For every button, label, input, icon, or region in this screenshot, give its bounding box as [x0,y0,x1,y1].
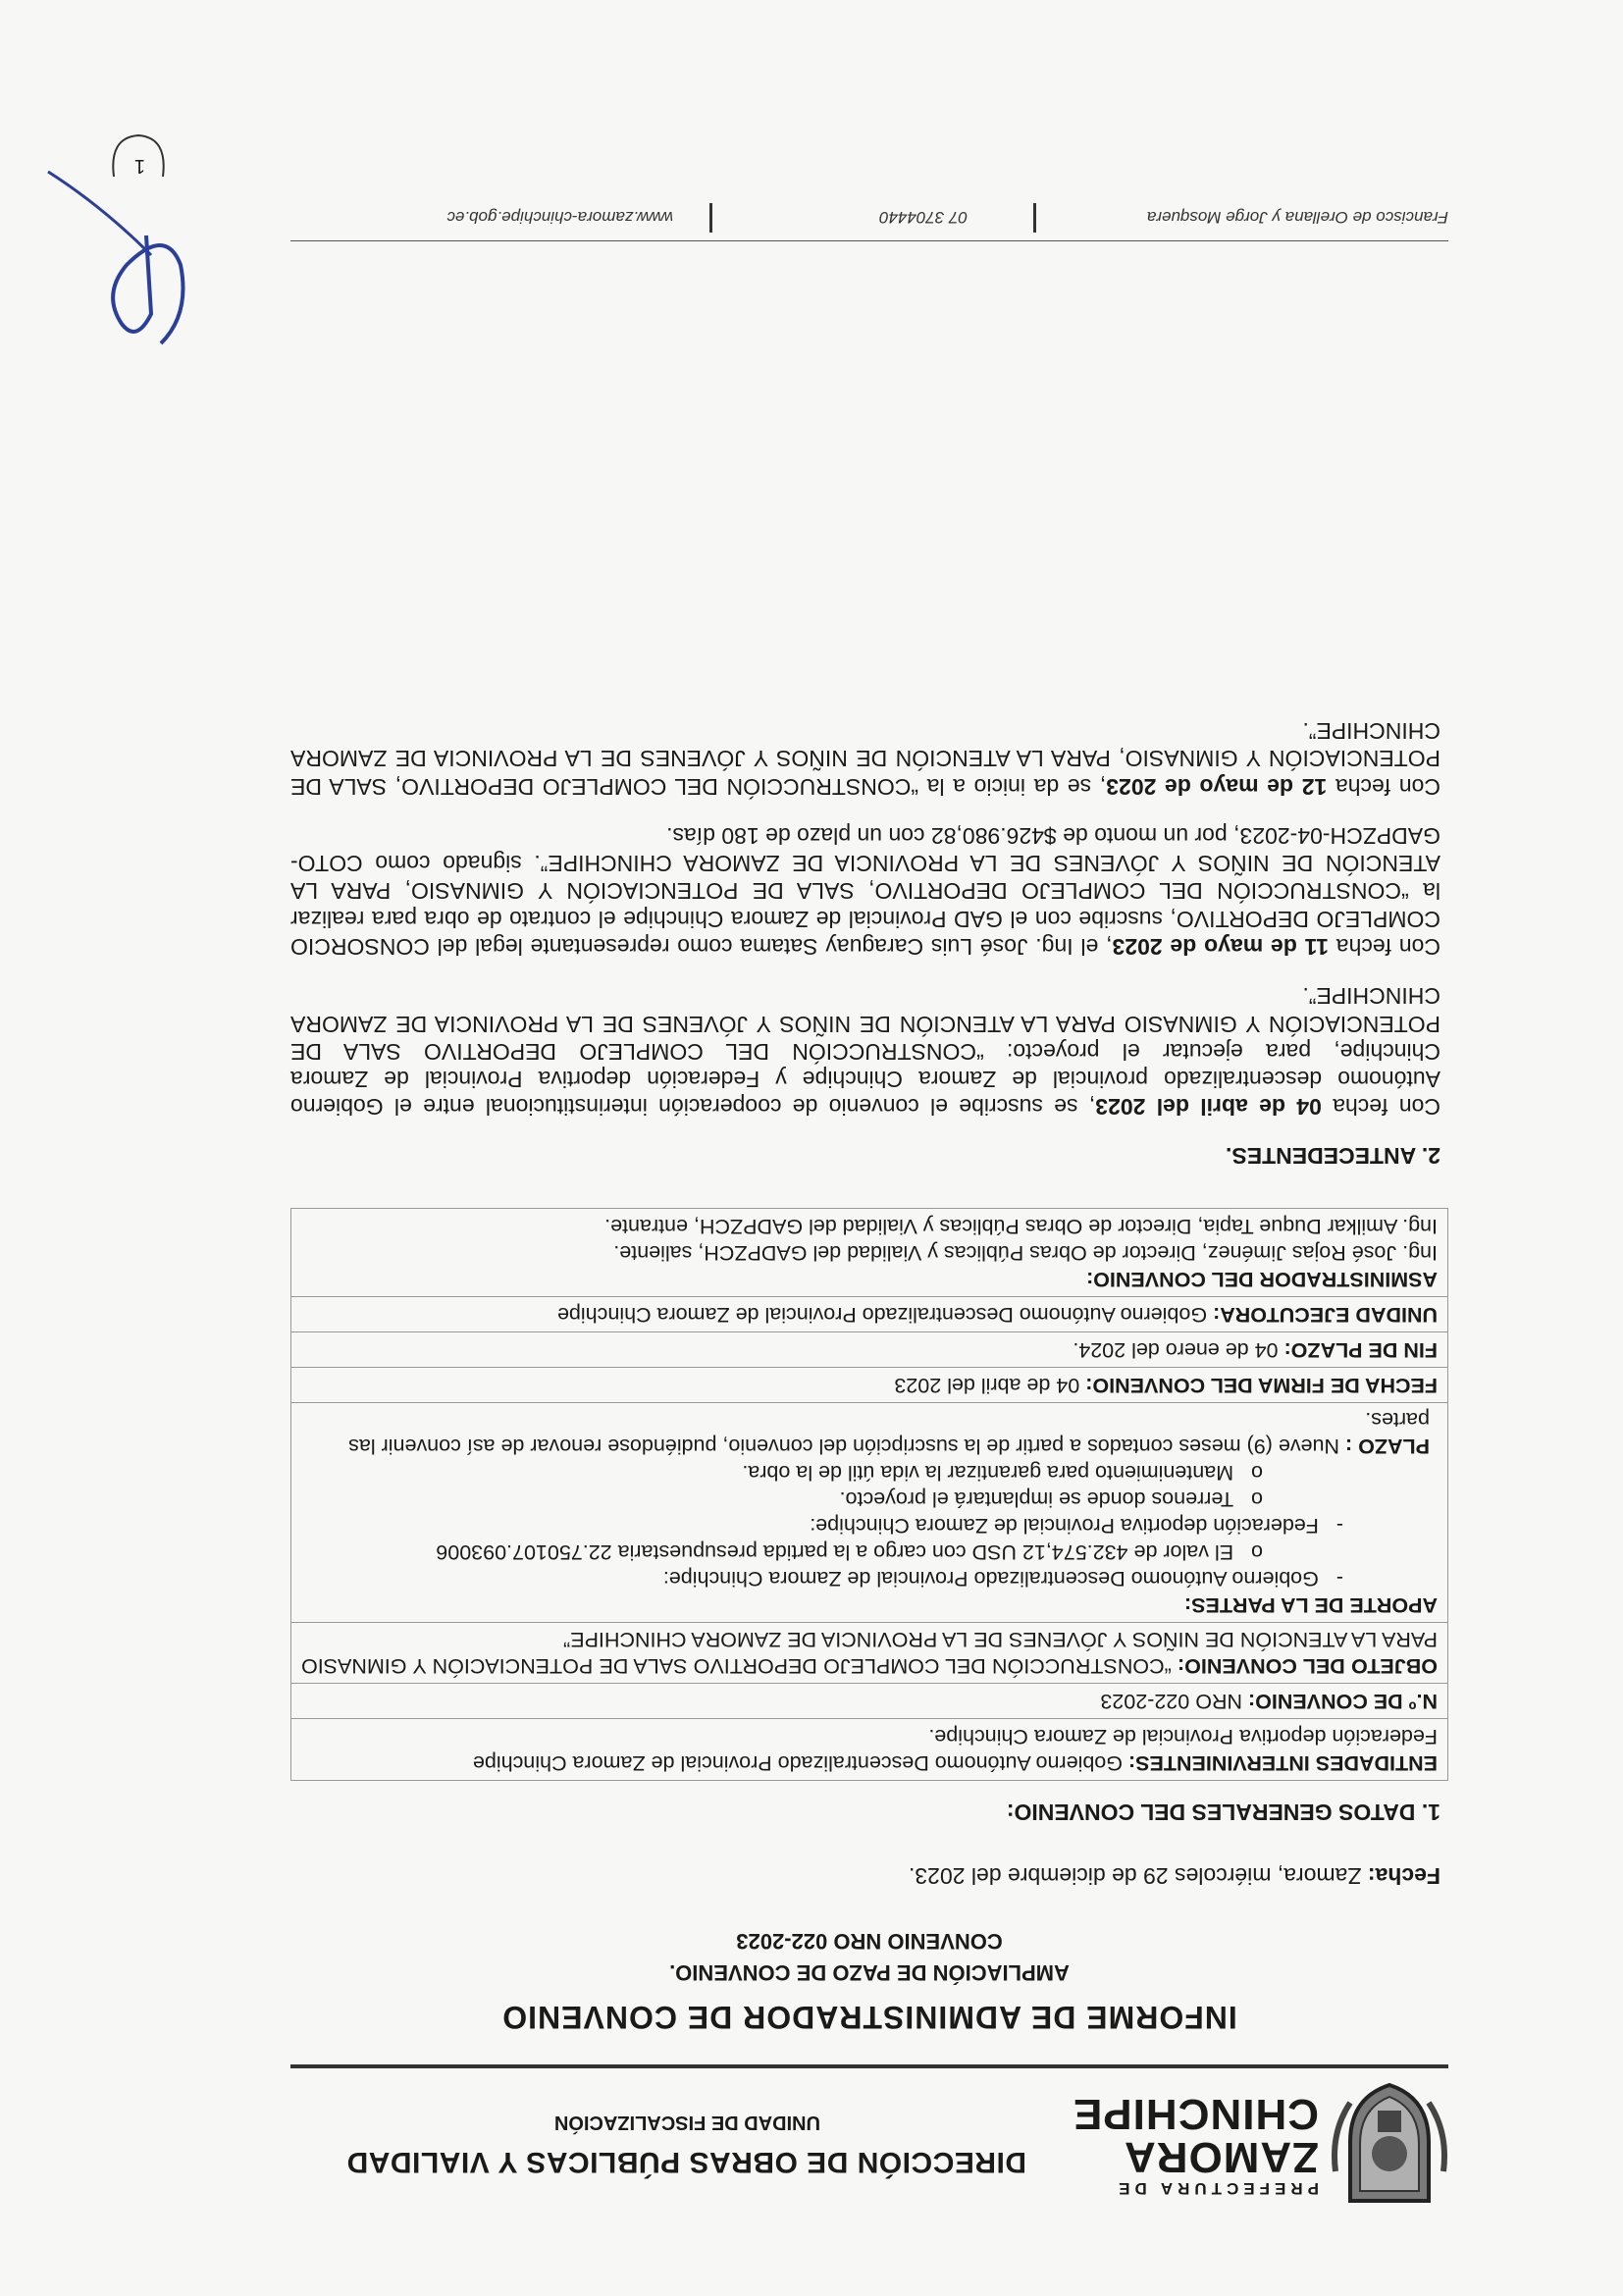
table-row [291,1684,1448,1719]
object-label: OBJETO DEL CONVENIO: [1178,1654,1438,1679]
list-item: o Terrenos donde se implantará el proyecto. [839,1487,1263,1512]
table-row [291,1331,1448,1367]
footer-divider [709,203,712,233]
list-item: o El valor de 432.574,12 USD con cargo a la partida presupuestaria 22.750107.093006 [436,1539,1263,1564]
entities-label: ENTIDADES INTERVINIENTES: [1128,1751,1438,1775]
paragraph-text: Con fecha [1321,1094,1440,1121]
footer-website: www.zamora-chinchipe.gob.ec [446,208,673,227]
entities-value: Gobierno Autónomo Descentralizado Provincial de Zamora Chinchipe [472,1751,1124,1775]
contribution-label: APORTE DE LA PARTES: [1183,1592,1438,1617]
paragraph-text: Con fecha [1327,773,1440,800]
table-row [291,1719,1448,1781]
letterhead [290,2064,1448,2216]
footer-address: Francisco de Orellana y Jorge Mosquera [1146,208,1448,227]
background-paragraph-3 [290,717,1440,801]
page-number-value: 1 [133,155,145,177]
end-date-label: FIN DE PLAZO: [1283,1337,1438,1362]
province-name [1072,2090,1319,2181]
executing-unit-value: Gobierno Autónomo Descentralizado Provincial de Zamora Chinchipe [556,1302,1208,1327]
administrator-outgoing: Ing. José Rojas Jiménez, Director de Obras Públicas y Vialidad del GADPZCH, saliente. [613,1241,1438,1266]
unit-name: UNIDAD DE FISCALIZACIÓN [553,2112,820,2133]
province-line-1: ZAMORA [1123,2133,1319,2181]
entities-value-2: Federación deportiva Provincial de Zamora Chinchipe. [928,1725,1438,1749]
background-paragraph-2 [290,822,1440,961]
agreement-number-value: NRO 022-2023 [1100,1690,1242,1714]
administrator-label: ASMINISTRADOR DEL CONVENIO: [1086,1268,1438,1291]
list-item: o Mantenimiento para garantizar la vida útil de la obra. [742,1461,1263,1486]
federation-contribution: Federación deportiva Provincial de Zamora Chinchipe: [810,1514,1319,1538]
signing-date-value: 04 de abril del 2023 [894,1373,1080,1397]
section-1-heading: 1. DATOS GENERALES DEL CONVENIO: [1006,1800,1440,1825]
footer-divider [1033,203,1036,233]
table-row [291,1622,1448,1684]
term-line [301,1407,1430,1460]
page-number [104,128,173,196]
general-data-table [290,1208,1448,1781]
province-line-2: CHINCHIPE [1072,2090,1319,2138]
paragraph-date: 04 de abril del 2023 [1095,1094,1322,1121]
table-row [291,1297,1448,1332]
report-subtitle: AMPLIACIÓN DE PAZO DE CONVENIO. [669,1960,1070,1985]
paragraph-text: , se da inicio a la “CONSTRUCCIÓN DEL COMPLEJO DEPORTIVO, SALA DE POTENCIACIÓN Y GIMNASIO, PARA LA ATENCIÓN DE NIÑOS Y JÓVENES DE LA PROVINCIA DE ZAMORA CHINCHIPE”. [290,718,1440,800]
list-item: - Gobierno Autónomo Descentralizado Provincial de Zamora Chinchipe: [662,1566,1343,1591]
federation-contribution-item: Terrenos donde se implantará el proyecto. [839,1487,1234,1512]
term-value: Nueve (9) meses contados a partir de la suscripción del convenio, pudiéndose renovar de así convenir las partes. [348,1408,1430,1459]
report-subtitle-2: CONVENIO NRO 022-2023 [736,1929,1003,1954]
paragraph-text: , se suscribe el convenio de cooperación interinstitucional entre el Gobierno Autónomo descentralizado provincial de Zamora Chinchipe y Federación deportiva Provincial de Zamora Chinchipe, para ejecutar el proyecto: “CONSTRUCCIÓN DEL COMPLEJO DEPORTIVO SALA DE POTENCIACIÓN Y GIMNASIO PARA LA ATENCIÓN DE NIÑOS Y JÓVENES DE LA PROVINCIA DE ZAMORA CHINCHIPE”. [290,983,1440,1121]
table-row [291,1367,1448,1402]
footer-phone: 07 3704440 [879,208,968,227]
date-value: Zamora, miércoles 29 de diciembre del 2023. [908,1863,1362,1889]
object-value: “CONSTRUCCIÓN DEL COMPLEJO DEPORTIVO SALA DE POTENCIACIÓN Y GIMNASIO PARA LA ATENCIÓN DE NIÑOS Y JÓVENES DE LA PROVINCIA DE ZAMORA CHINCHIPE” [301,1628,1438,1679]
agreement-number-label: N.º DE CONVENIO: [1247,1690,1438,1714]
coat-of-arms-icon [1331,2081,1448,2211]
list-item: - Federación deportiva Provincial de Zamora Chinchipe: [810,1514,1343,1538]
federation-contribution-item: Mantenimiento para garantizar la vida útil de la obra. [742,1461,1234,1486]
date-label: Fecha: [1367,1863,1440,1889]
paragraph-date: 12 de mayo de 2023 [1106,773,1328,800]
table-row [291,1402,1448,1622]
paragraph-date: 11 de mayo de 2023 [1112,933,1329,960]
paragraph-text: , el Ing. José Luis Caraguay Satama como representante legal del CONSORCIO COMPLEJO DEPORTIVO, suscribe con el GAD Provincial de Zamora Chinchipe el contrato de obra para realizar la “CONSTRUCCIÓN DEL COMPLEJO DEPORTIVO, SALA DE POTENCIACIÓN Y GIMNASIO, PARA LA ATENCIÓN DE NIÑOS Y JÓVENES DE LA PROVINCIA DE ZAMORA CHINCHIPE”. signado como COTO-GADPZCH-04-2023, por un monto de $426.980,82 con un plazo de 180 días. [290,822,1440,960]
table-row [291,1209,1448,1297]
paragraph-text: Con fecha [1328,933,1440,960]
end-date-value: 04 de enero del 2024. [1073,1337,1279,1362]
prefecture-label: PREFECTURA DE [1114,2179,1319,2198]
page-content [290,0,1448,2216]
report-title: INFORME DE ADMINISTRADOR DE CONVENIO [501,2000,1237,2035]
report-date [290,1862,1440,1889]
gad-contribution: Gobierno Autónomo Descentralizado Provincial de Zamora Chinchipe: [662,1566,1319,1591]
executing-unit-label: UNIDAD EJECUTORA: [1213,1302,1438,1327]
handwritten-mark-icon [43,167,220,373]
section-2-heading: 2. ANTECEDENTES. [1226,1143,1440,1170]
administrator-incoming: Ing. Amilkar Duque Tapia, Director de Obras Públicas y Vialidad del GADPZCH, entrante. [604,1215,1438,1239]
signing-date-label: FECHA DE FIRMA DEL CONVENIO: [1085,1373,1438,1397]
gad-contribution-item: El valor de 432.574,12 USD con cargo a la partida presupuestaria 22.750107.093006 [436,1539,1234,1564]
background-paragraph-1 [290,982,1440,1121]
page-footer [290,208,1448,241]
direction-name: DIRECCIÓN DE OBRAS PÚBLICAS Y VIALIDAD [346,2146,1026,2178]
term-label: PLAZO : [1345,1435,1430,1459]
